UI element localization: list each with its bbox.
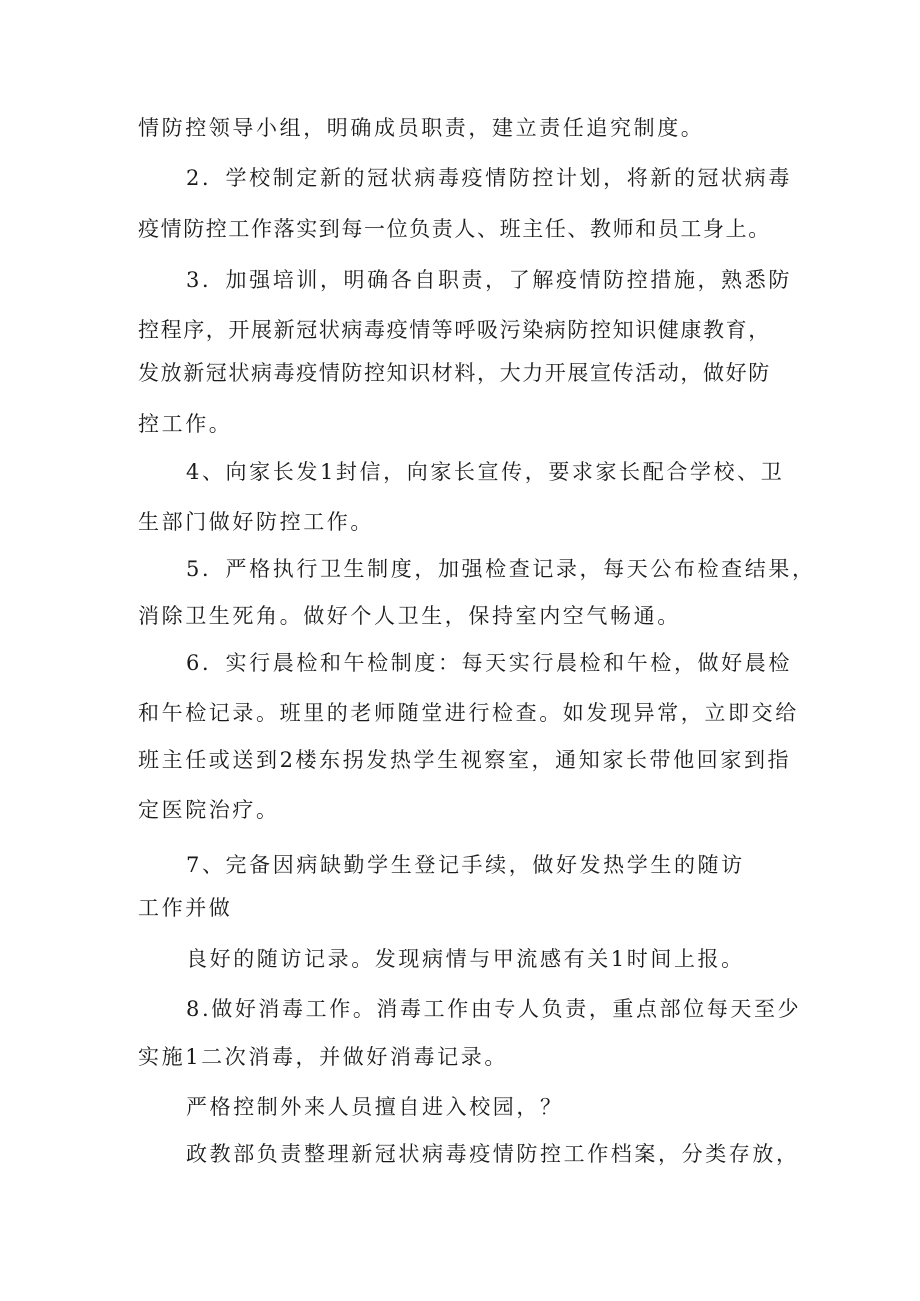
text-line: 疫情防控工作落实到每一位负责人、班主任、教师和员工身上。 [138, 217, 771, 241]
text-line: 政教部负责整理新冠状病毒疫情防控工作档案，分类存放， [186, 1142, 800, 1166]
text-line: 3．加强培训，明确各自职责，了解疫情防控措施，熟悉防 [186, 268, 792, 292]
text-line: 2．学校制定新的冠状病毒疫情防控计划，将新的冠状病毒 [186, 166, 792, 190]
text-line: 消除卫生死角。做好个人卫生，保持室内空气畅通。 [138, 604, 681, 628]
text-line: 工作并做 [138, 896, 233, 920]
text-line: 6．实行晨检和午检制度：每天实行晨检和午检，做好晨检 [186, 651, 792, 675]
text-line: 5．严格执行卫生制度，加强检查记录，每天公布检查结果， [186, 557, 816, 581]
text-line: 情防控领导小组，明确成员职责，建立责任追究制度。 [138, 116, 705, 140]
text-line: 良好的随访记录。发现病情与甲流感有关1时间上报。 [186, 947, 745, 971]
text-line: 和午检记录。班里的老师随堂进行检查。如发现异常，立即交给 [138, 701, 799, 725]
text-line: 严格控制外来人员擅自进入校园，？ [186, 1095, 564, 1119]
text-line: 控工作。 [138, 412, 233, 436]
text-line: 定医院治疗。 [138, 798, 280, 822]
text-line: 班主任或送到2楼东拐发热学生视察室，通知家长带他回家到指 [138, 748, 792, 772]
text-line: 7、完备因病缺勤学生登记手续，做好发热学生的随访 [186, 853, 745, 877]
text-line: 生部门做好防控工作。 [138, 510, 374, 534]
text-line: 4、向家长发1封信，向家长宣传，要求家长配合学校、卫 [186, 460, 785, 484]
text-line: 发放新冠状病毒疫情防控知识材料，大力开展宣传活动，做好防 [138, 361, 771, 385]
text-line: 控程序，开展新冠状病毒疫情等呼吸污染病防控知识健康教育， [138, 318, 771, 342]
text-line: 实施1二次消毒，并做好消毒记录。 [138, 1045, 508, 1069]
text-line: 8.做好消毒工作。消毒工作由专人负责，重点部位每天至少 [186, 997, 802, 1021]
